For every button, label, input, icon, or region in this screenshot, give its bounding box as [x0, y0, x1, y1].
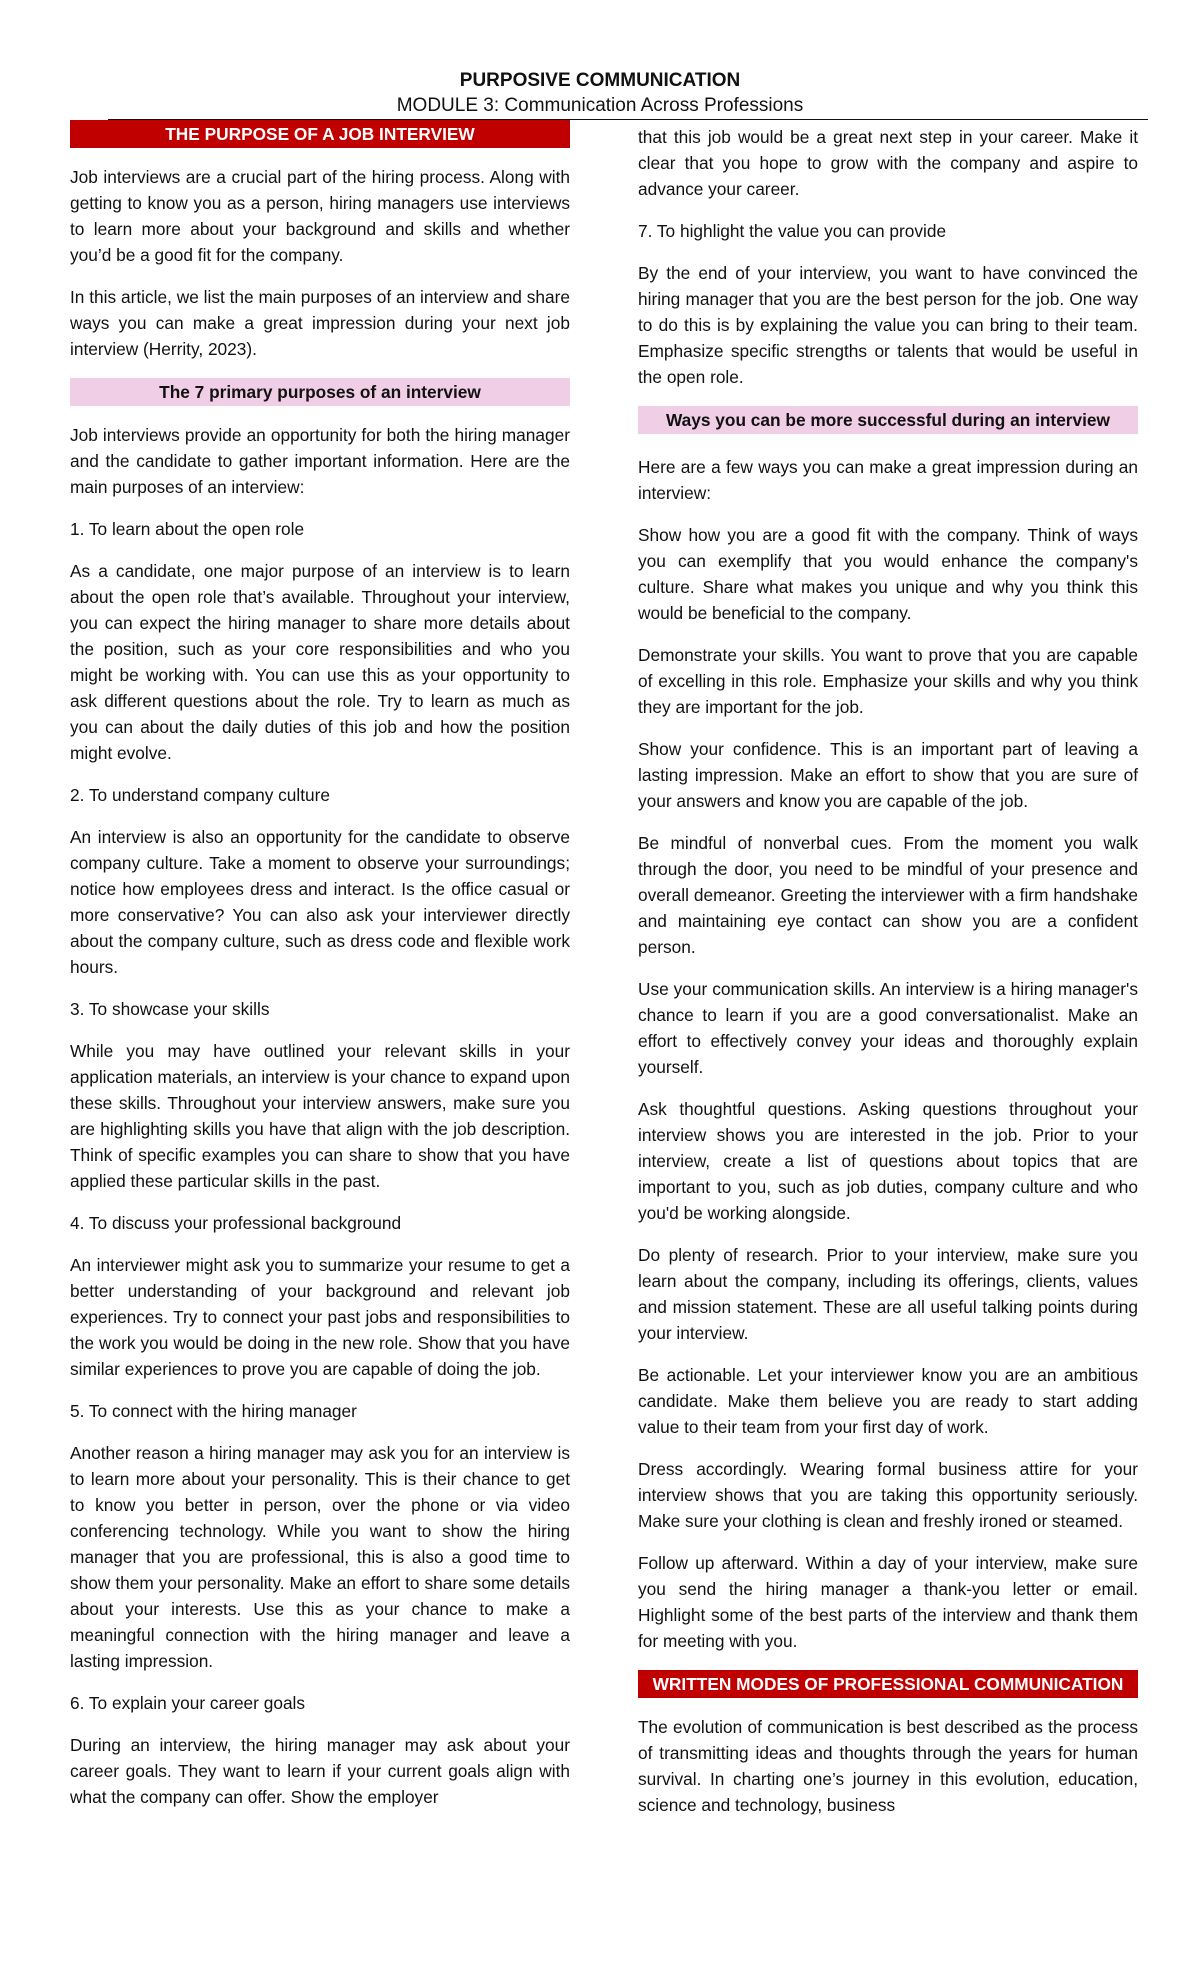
tip-paragraph: Dress accordingly. Wearing formal business attire for your interview shows that you are taking this opportunity seriously. Make sure your clothing is clean and freshly ironed or steamed.: [638, 1459, 1138, 1531]
tip-paragraph: Demonstrate your skills. You want to prove that you are capable of excelling in this role. Emphasize your skills and why you think they are important for the job.: [638, 645, 1138, 717]
paragraph: By the end of your interview, you want to have convinced the hiring manager that you are the best person for the job. One way to do this is by explaining the value you can bring to their team. Emphasize specific strengths or talents that would be useful in the open role.: [638, 263, 1138, 387]
paragraph: As a candidate, one major purpose of an interview is to learn about the open role that’s available. Throughout your interview, you can expect the hiring manager to share more details about the position, such as your core responsibilities and who you might be working with. You can use this as your opportunity to ask different questions about the role. Try to learn as much as you can about the daily duties of this job and how the position might evolve.: [70, 561, 570, 763]
tip-paragraph: Ask thoughtful questions. Asking questions throughout your interview shows you are interested in the job. Prior to your interview, create a list of questions about topics that are important to you, such as job duties, company culture and who you'd be working alongside.: [638, 1099, 1138, 1223]
list-item-heading: 3. To showcase your skills: [70, 999, 270, 1019]
list-item-heading: 4. To discuss your professional background: [70, 1213, 402, 1233]
subsection-heading-ways: Ways you can be more successful during an interview: [638, 406, 1138, 434]
tip-paragraph: Be mindful of nonverbal cues. From the moment you walk through the door, you need to be mindful of your presence and overall demeanor. Greeting the interviewer with a firm handshake and maintaining eye contact can show you are a confident person.: [638, 833, 1138, 957]
subsection-heading-purposes: The 7 primary purposes of an interview: [70, 378, 570, 406]
tip-paragraph: Do plenty of research. Prior to your interview, make sure you learn about the company, including its offerings, clients, values and mission statement. These are all useful talking points during your interview.: [638, 1245, 1138, 1343]
paragraph: An interviewer might ask you to summarize your resume to get a better understanding of your background and relevant job experiences. Try to connect your past jobs and responsibilities to the work you would be doing in the new role. Show that you have similar experiences to prove you are capable of doing the job.: [70, 1255, 570, 1379]
tip-paragraph: Follow up afterward. Within a day of your interview, make sure you send the hiring manager a thank-you letter or email. Highlight some of the best parts of the interview and thank them for meeting with you.: [638, 1553, 1138, 1651]
paragraph: Job interviews provide an opportunity for both the hiring manager and the candidate to gather important information. Here are the main purposes of an interview:: [70, 425, 570, 497]
paragraph: that this job would be a great next step in your career. Make it clear that you hope to grow with the company and aspire to advance your career.: [638, 127, 1138, 199]
document-subtitle: MODULE 3: Communication Across Professions: [396, 95, 804, 116]
tip-paragraph: Use your communication skills. An interview is a hiring manager's chance to learn if you are a good conversationalist. Make an effort to effectively convey your ideas and thoroughly explain yourself.: [638, 979, 1138, 1077]
paragraph: Job interviews are a crucial part of the hiring process. Along with getting to know you as a person, hiring managers use interviews to learn more about your background and skills and whether you’d be a good fit for the company.: [70, 167, 570, 265]
document-title: PURPOSIVE COMMUNICATION: [459, 70, 741, 91]
section-heading-purpose: THE PURPOSE OF A JOB INTERVIEW: [70, 120, 570, 148]
paragraph: During an interview, the hiring manager may ask about your career goals. They want to learn if your current goals align with what the company can offer. Show the employer: [70, 1735, 570, 1807]
right-column: [638, 124, 1138, 1834]
paragraph: While you may have outlined your relevant skills in your application materials, an interview is your chance to expand upon these skills. Throughout your interview answers, make sure you are highlighting skills you have that align with the job description. Think of specific examples you can share to show that you have applied these particular skills in the past.: [70, 1041, 570, 1191]
paragraph: The evolution of communication is best described as the process of transmitting ideas and thoughts through the years for human survival. In charting one’s journey in this evolution, education, science and technology, business: [638, 1717, 1138, 1815]
paragraph: An interview is also an opportunity for the candidate to observe company culture. Take a moment to observe your surroundings; notice how employees dress and interact. Is the office casual or more conservative? You can also ask your interviewer directly about the company culture, such as dress code and flexible work hours.: [70, 827, 570, 977]
tip-paragraph: Be actionable. Let your interviewer know you are an ambitious candidate. Make them believe you are ready to start adding value to their team from your first day of work.: [638, 1365, 1138, 1437]
tip-paragraph: Show how you are a good fit with the company. Think of ways you can exemplify that you would enhance the company's culture. Share what makes you unique and why you think this would be beneficial to the company.: [638, 525, 1138, 623]
list-item-heading: 1. To learn about the open role: [70, 519, 305, 539]
left-column: [70, 120, 570, 1826]
list-item-heading: 6. To explain your career goals: [70, 1693, 306, 1713]
list-item-heading: 2. To understand company culture: [70, 785, 331, 805]
paragraph: In this article, we list the main purposes of an interview and share ways you can make a great impression during your next job interview (Herrity, 2023).: [70, 287, 570, 359]
section-heading-written-modes: WRITTEN MODES OF PROFESSIONAL COMMUNICATION: [638, 1670, 1138, 1698]
paragraph: Another reason a hiring manager may ask you for an interview is to learn more about your personality. This is their chance to get to know you better in person, over the phone or via video conferencing technology. While you want to show the hiring manager that you are professional, this is also a good time to show them your personality. Make an effort to share some details about your interests. Use this as your chance to make a meaningful connection with the hiring manager and leave a lasting impression.: [70, 1443, 570, 1671]
tip-paragraph: Show your confidence. This is an important part of leaving a lasting impression. Make an effort to show that you are sure of your answers and know you are capable of the job.: [638, 739, 1138, 811]
list-item-heading: 5. To connect with the hiring manager: [70, 1401, 357, 1421]
paragraph: Here are a few ways you can make a great impression during an interview:: [638, 457, 1138, 503]
list-item-heading: 7. To highlight the value you can provide: [638, 221, 947, 241]
